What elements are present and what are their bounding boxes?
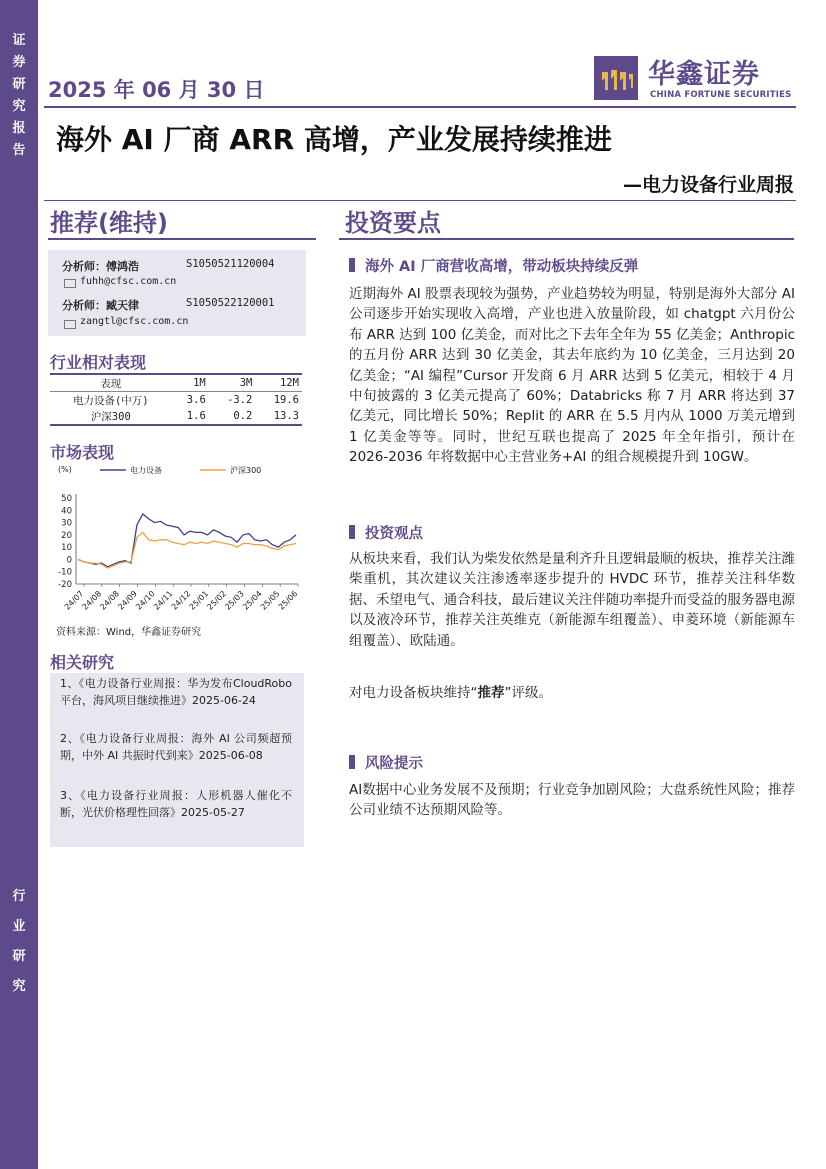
sidebar-char: 行	[12, 889, 26, 904]
report-date: 2025 年 06 月 30 日	[48, 78, 265, 102]
market-chart	[50, 462, 312, 622]
section-body: 近期海外 AI 股票表现较为强势，产业趋势较为明显，特别是海外大部分 AI 公司逐步开始实现收入高增，产业也进入放量阶段，如 chatgpt 六月份公布 ARR 达到 100 亿美金，而对比之下去年全年为 55 亿美金；Anthropic 的五月份 ARR 达到 30 亿美金，其去年底约为 10 亿美金，三月达到 20 亿美金；“AI 编程”Cursor 开发商 6 月 ARR 达到 5 亿美元，相较于 4 月中旬披露的 3 亿美元提高了 60%；Databricks 称 7 月 ARR 将达到 37 亿美元，同比增长 50%；Replit 的 ARR 在 5.5 月内从 1000 万美元增到 1 亿美金等等。同时，世纪互联也提高了 2025 年全年指引，预计在 2026-2036 年将数据中心主营业务+AI 的组合规模提升到 10GW。	[349, 286, 795, 466]
table-cell: 0.2	[209, 408, 256, 425]
x-tick-label: 25/01	[187, 589, 211, 612]
related-item[interactable]: 2、《电力设备行业周报：海外 AI 公司频超预期，中外 AI 共振时代到来》2025-06-08	[60, 732, 292, 762]
rating-label: 推荐(维持)	[50, 209, 168, 237]
series-line	[78, 532, 296, 568]
email-icon	[64, 320, 76, 329]
chart-source: 资料来源：Wind，华鑫证券研究	[56, 627, 202, 638]
y-tick-label: -20	[58, 580, 72, 590]
y-tick-label: -10	[58, 567, 72, 578]
page-subtitle: —电力设备行业周报	[622, 174, 794, 196]
legend-label: 电力设备	[130, 466, 162, 475]
x-tick-label: 24/09	[116, 589, 139, 612]
header-rule	[44, 106, 796, 108]
heading-bar-icon	[349, 525, 355, 539]
rating-underline	[48, 238, 316, 240]
analyst-email[interactable]: zangtl@cfsc.com.cn	[80, 316, 189, 327]
y-tick-label: 0	[66, 555, 72, 566]
logo-mark-icon	[594, 56, 638, 100]
rating-text-post: ”评级。	[504, 685, 552, 701]
y-tick-label: 20	[61, 530, 72, 541]
sidebar-char: 报	[12, 121, 26, 136]
x-tick-label: 24/07	[62, 589, 86, 612]
related-item[interactable]: 1、《电力设备行业周报：华为发布CloudRobo 平台，海风项目继续推进》2025-06-24	[60, 677, 292, 707]
x-tick-label: 25/02	[205, 589, 229, 612]
y-tick-label: 50	[61, 494, 72, 504]
table-cell: 19.6	[273, 394, 299, 406]
y-tick-label: 30	[61, 518, 72, 529]
table-header-cell: 1M	[172, 374, 209, 392]
sidebar-char: 究	[12, 99, 26, 114]
investment-heading: 投资要点	[345, 209, 441, 237]
section-heading-text: 投资观点	[365, 526, 423, 542]
investment-underline	[339, 238, 794, 240]
heading-bar-icon	[349, 755, 355, 769]
section-body: 从板块来看，我们认为柴发依然是量利齐升且逻辑最顺的板块，推荐关注潍柴重机，其次建议关注渗透率逐步提升的 HVDC 环节，推荐关注科华数据、禾望电气、通合科技，最后建议关注伴随功率提升而受益的服务器电源以及液冷环节，推荐关注英维克（新能源车组覆盖）、申菱环境（新能源车组覆盖）、欧陆通。	[349, 551, 795, 649]
section-body: AI数据中心业务发展不及预期；行业竞争加剧风险；大盘系统性风险；推荐公司业绩不达预期风险等。	[349, 782, 795, 819]
email-icon	[64, 279, 76, 288]
heading-bar-icon	[349, 258, 355, 272]
market-chart-svg	[50, 462, 312, 622]
series-line	[78, 514, 296, 567]
section-heading	[349, 255, 638, 276]
sidebar-char: 券	[12, 55, 26, 70]
table-cell: -3.2	[227, 394, 253, 406]
table-header-cell: 3M	[209, 374, 256, 392]
x-tick-label: 24/08	[80, 589, 104, 612]
sidebar-label-bottom	[0, 882, 38, 1002]
sidebar-label-top	[0, 30, 38, 162]
analyst-name: 分析师：傅鸿浩	[62, 260, 139, 273]
table-header-cell: 表现	[50, 374, 172, 392]
market-title: 市场表现	[50, 443, 115, 462]
sidebar-char: 告	[12, 143, 26, 158]
x-tick-label: 25/06	[276, 589, 300, 612]
x-tick-label: 25/04	[241, 589, 264, 612]
x-tick-label: 25/05	[258, 589, 282, 612]
sidebar-char: 证	[12, 33, 26, 48]
analyst-email[interactable]: fuhh@cfsc.com.cn	[80, 276, 177, 287]
table-cell: 电力设备(中万)	[72, 394, 149, 407]
y-tick-label: 10	[61, 543, 72, 554]
section-heading-text: 海外 AI 厂商营收高增，带动板块持续反弹	[365, 259, 639, 275]
rating-statement	[349, 683, 795, 703]
legend-label: 沪深300	[230, 466, 262, 475]
table-header-cell: 12M	[255, 374, 302, 392]
table-cell: 沪深300	[50, 408, 172, 425]
section-heading-text: 风险提示	[365, 756, 423, 772]
analyst-code: S1050522120001	[186, 297, 275, 309]
logo-english-text: CHINA FORTUNE SECURITIES	[650, 90, 792, 100]
table-cell: 1.6	[172, 408, 209, 425]
y-axis-label: (%)	[58, 465, 72, 474]
sidebar-char: 研	[12, 949, 26, 964]
related-title: 相关研究	[50, 653, 115, 672]
table-row	[50, 408, 302, 425]
x-tick-label: 25/03	[223, 589, 246, 612]
analyst-code: S1050521120004	[186, 258, 275, 270]
x-tick-label: 24/12	[169, 589, 193, 612]
x-tick-label: 24/10	[134, 589, 157, 612]
analyst-row	[62, 297, 275, 313]
section-heading	[349, 752, 423, 773]
section-heading	[349, 522, 423, 543]
title-rule	[44, 200, 796, 201]
page-title: 海外 AI 厂商 ARR 高增，产业发展持续推进	[56, 123, 612, 156]
rating-text-pre: 对电力设备板块维持“	[349, 685, 478, 701]
company-logo	[594, 52, 794, 102]
related-item[interactable]: 3、《电力设备行业周报：人形机器人催化不断，光伏价格理性回落》2025-05-27	[60, 789, 292, 819]
table-header-row	[50, 374, 302, 392]
x-tick-label: 24/11	[151, 589, 175, 612]
logo-chinese-text: 华鑫证券	[648, 59, 760, 90]
rating-text-bold: 推荐	[477, 685, 505, 701]
y-tick-label: 40	[61, 506, 72, 517]
sidebar-char: 究	[12, 979, 26, 994]
table-cell: 13.3	[255, 408, 302, 425]
sidebar-char: 研	[12, 77, 26, 92]
analyst-name: 分析师：臧天律	[62, 299, 139, 312]
x-tick-label: 24/08	[98, 589, 122, 612]
performance-title: 行业相对表现	[50, 353, 147, 372]
table-cell: 3.6	[186, 394, 206, 406]
analyst-row	[62, 258, 275, 274]
sidebar-char: 业	[12, 919, 26, 934]
table-row	[50, 392, 302, 409]
performance-table	[50, 373, 302, 426]
